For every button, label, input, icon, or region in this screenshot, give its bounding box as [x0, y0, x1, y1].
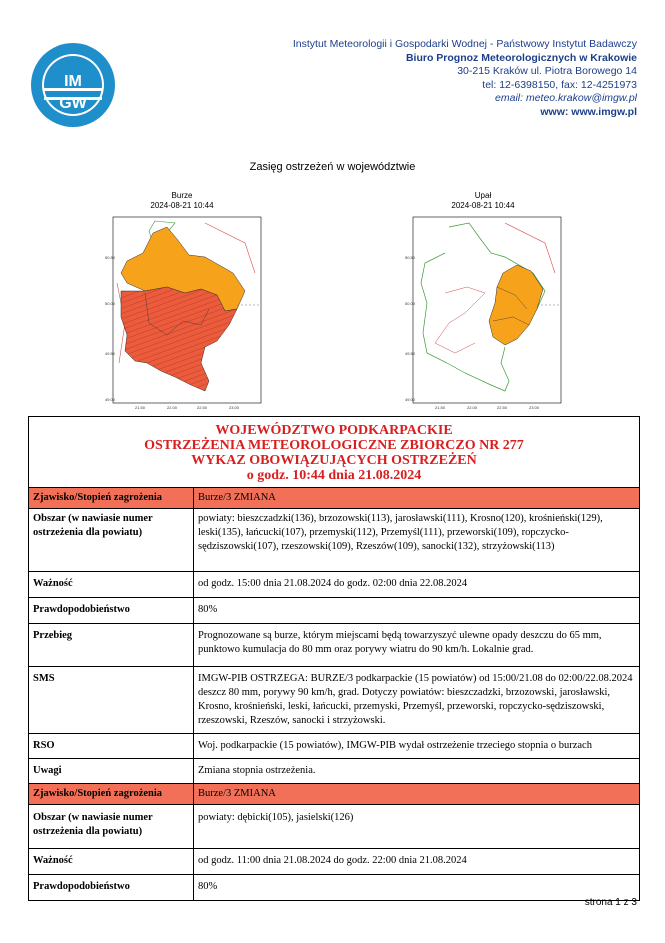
- map-left-title: Burze: [171, 191, 193, 200]
- table-row: [29, 509, 639, 572]
- header-email[interactable]: email: meteo.krakow@imgw.pl: [495, 92, 637, 105]
- table-row: [29, 875, 639, 901]
- row-key: Obszar (w nawiasie numer ostrzeżenia dla powiatu): [29, 509, 194, 572]
- header-office: Biuro Prognoz Meteorologicznych w Krakowie: [405, 51, 637, 64]
- header-www[interactable]: www: www.imgw.pl: [540, 105, 637, 118]
- map-left-ytick: 49.00: [105, 397, 116, 402]
- row-value: 80%: [194, 598, 640, 624]
- row-value: od godz. 11:00 dnia 21.08.2024 do godz. 22:00 dnia 21.08.2024: [194, 849, 640, 875]
- row-key: RSO: [29, 734, 194, 759]
- title-list: WYKAZ OBOWIĄZUJĄCYCH OSTRZEŻEŃ: [191, 453, 477, 468]
- table-row: [29, 805, 639, 849]
- table-row: [29, 784, 639, 805]
- logo-text-top: IM: [64, 73, 82, 90]
- table-row: [29, 598, 639, 624]
- table-row: [29, 572, 639, 598]
- map-left-caption: [112, 191, 252, 211]
- map-left-date: 2024-08-21 10:44: [150, 201, 214, 210]
- institute-header: [293, 38, 637, 120]
- map-right-ytick: 50.50: [405, 255, 416, 260]
- map-left-xtick: 22.00: [167, 405, 178, 410]
- row-value: Prognozowane są burze, którym miejscami będą towarzyszyć ulewne opady deszczu do 65 mm, punktowo kumulacja do 80 mm oraz porywy wiatru do 90 km/h. Lokalnie grad.: [194, 624, 640, 667]
- row-value: od godz. 15:00 dnia 21.08.2024 do godz. 02:00 dnia 22.08.2024: [194, 572, 640, 598]
- header-institute: Instytut Meteorologii i Gospodarki Wodnej - Państwowy Instytut Badawczy: [292, 38, 637, 50]
- row-key: Prawdopodobieństwo: [29, 598, 194, 624]
- row-key: Zjawisko/Stopień zagrożenia: [29, 488, 194, 509]
- row-value: Woj. podkarpackie (15 powiatów), IMGW-PIB wydał ostrzeżenie trzeciego stopnia o burzach: [194, 734, 640, 759]
- row-key: Ważność: [29, 572, 194, 598]
- map-right-caption: [413, 191, 553, 211]
- map-left-xtick: 21.50: [135, 405, 146, 410]
- row-key: Zjawisko/Stopień zagrożenia: [29, 784, 194, 805]
- title-warnings: OSTRZEŻENIA METEOROLOGICZNE ZBIORCZO NR 277: [144, 438, 524, 453]
- maps-title: Zasięg ostrzeżeń w województwie: [249, 161, 416, 173]
- page-number: strona 1 z 3: [584, 897, 637, 908]
- row-key: Uwagi: [29, 759, 194, 784]
- header-address: 30-215 Kraków ul. Piotra Borowego 14: [457, 65, 637, 78]
- map-left-ytick: 50.50: [105, 255, 116, 260]
- table-row: [29, 667, 639, 734]
- map-right-date: 2024-08-21 10:44: [451, 201, 515, 210]
- row-value: IMGW-PIB OSTRZEGA: BURZE/3 podkarpackie (15 powiatów) od 15:00/21.08 do 02:00/22.08.2024 deszcz 80 mm, porywy 90 km/h, grad. Dotyczy powiatów: bieszczadzki, brzozowski, jarosławski, Krosno, krośnieński, leski, łańcucki, przemyski, Przemyśl, przeworski, ropczycko-sędziszowski, rzeszowski, Rzeszów, sanocki i strzyżowski.: [194, 667, 640, 734]
- title-region: WOJEWÓDZTWO PODKARPACKIE: [215, 423, 453, 438]
- map-storms: [105, 213, 265, 413]
- warnings-table: [29, 488, 639, 901]
- title-time: o godz. 10:44 dnia 21.08.2024: [246, 468, 422, 483]
- row-value: powiaty: bieszczadzki(136), brzozowski(113), jarosławski(111), Krosno(120), krośnieński(129), leski(135), łańcucki(107), przemyski(112), Przemyśl(111), przeworski(109), ropczycko-sędziszowski(107), rzeszowski(109), Rzeszów(109), sanocki(132), strzyżowski(113): [194, 509, 640, 572]
- row-key: Przebieg: [29, 624, 194, 667]
- map-right-title: Upał: [474, 191, 492, 200]
- row-value: Zmiana stopnia ostrzeżenia.: [194, 759, 640, 784]
- row-value: Burze/3 ZMIANA: [194, 488, 640, 509]
- map-left-xtick: 22.50: [197, 405, 208, 410]
- table-row: [29, 849, 639, 875]
- table-row: [29, 759, 639, 784]
- map-right-xtick: 23.00: [529, 405, 540, 410]
- map-right-xtick: 21.50: [435, 405, 446, 410]
- map-left-xtick: 23.00: [229, 405, 240, 410]
- row-key: SMS: [29, 667, 194, 734]
- imgw-logo: [30, 42, 116, 128]
- header-phone: tel: 12-6398150, fax: 12-4251973: [482, 78, 637, 91]
- table-row: [29, 488, 639, 509]
- logo-text-bottom: GW: [59, 95, 87, 112]
- row-key: Ważność: [29, 849, 194, 875]
- warning-sheet: [28, 416, 640, 901]
- row-value: powiaty: dębicki(105), jasielski(126): [194, 805, 640, 849]
- map-heat: [405, 213, 565, 413]
- row-value: Burze/3 ZMIANA: [194, 784, 640, 805]
- map-right-xtick: 22.00: [467, 405, 478, 410]
- map-left-ytick: 49.50: [105, 351, 116, 356]
- table-row: [29, 734, 639, 759]
- table-row: [29, 624, 639, 667]
- map-left-ytick: 50.00: [105, 301, 116, 306]
- map-right-ytick: 50.00: [405, 301, 416, 306]
- sheet-title: [29, 417, 639, 488]
- map-right-xtick: 22.50: [497, 405, 508, 410]
- row-key: Obszar (w nawiasie numer ostrzeżenia dla powiatu): [29, 805, 194, 849]
- row-value: 80%: [194, 875, 640, 901]
- row-key: Prawdopodobieństwo: [29, 875, 194, 901]
- map-right-ytick: 49.50: [405, 351, 416, 356]
- map-right-ytick: 49.00: [405, 397, 416, 402]
